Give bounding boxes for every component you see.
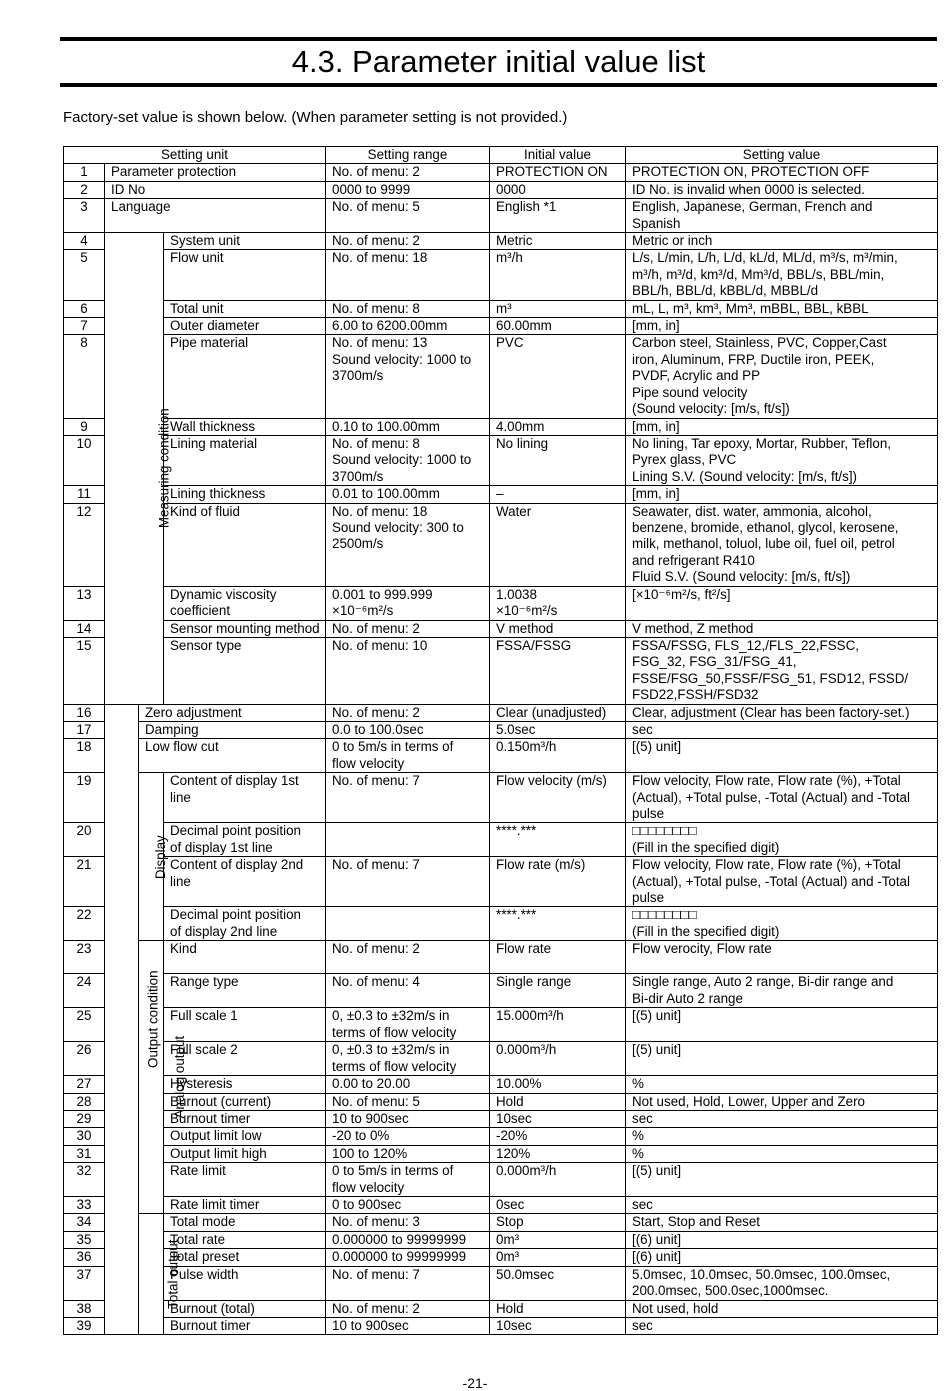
setting-unit-cell: Output limit high xyxy=(164,1145,326,1162)
row-number: 15 xyxy=(64,637,105,704)
setting-range-cell xyxy=(326,823,490,857)
setting-unit-cell: Output limit low xyxy=(164,1128,326,1145)
initial-value-cell: Clear (unadjusted) xyxy=(490,704,626,721)
initial-value-cell: English *1 xyxy=(490,199,626,233)
setting-value-cell: FSSA/FSSG, FLS_12,/FLS_22,FSSC, FSG_32, FSG_31/FSG_41, FSSE/FSG_50,FSSF/FSG_51, FSD12, FSSD/ FSD22,FSSH/FSD32 xyxy=(626,637,938,704)
table-row xyxy=(64,503,938,586)
row-number: 34 xyxy=(64,1214,105,1231)
col-header-setting-unit: Setting unit xyxy=(64,147,326,164)
initial-value-cell: Stop xyxy=(490,1214,626,1231)
initial-value-cell: PVC xyxy=(490,335,626,418)
setting-value-cell: [(5) unit] xyxy=(626,739,938,773)
row-number: 37 xyxy=(64,1266,105,1300)
table-row xyxy=(64,941,938,974)
setting-value-cell: Not used, Hold, Lower, Upper and Zero xyxy=(626,1093,938,1110)
setting-unit-cell: Range type xyxy=(164,974,326,1008)
row-number: 8 xyxy=(64,335,105,418)
table-row xyxy=(64,418,938,435)
table-row xyxy=(64,823,938,857)
setting-range-cell: 0, ±0.3 to ±32m/s in terms of flow velocity xyxy=(326,1008,490,1042)
table-row xyxy=(64,1093,938,1110)
setting-unit-cell: Kind xyxy=(164,941,326,974)
setting-unit-cell: Sensor mounting method xyxy=(164,620,326,637)
table-row xyxy=(64,1042,938,1076)
row-number: 25 xyxy=(64,1008,105,1042)
row-number: 11 xyxy=(64,486,105,503)
setting-range-cell: 0.10 to 100.00mm xyxy=(326,418,490,435)
row-number: 20 xyxy=(64,823,105,857)
initial-value-cell: 4.00mm xyxy=(490,418,626,435)
setting-value-cell: PROTECTION ON, PROTECTION OFF xyxy=(626,164,938,181)
setting-range-cell: -20 to 0% xyxy=(326,1128,490,1145)
table-row xyxy=(64,1317,938,1334)
setting-range-cell: No. of menu: 7 xyxy=(326,857,490,907)
setting-unit-cell: Low flow cut xyxy=(139,739,326,773)
title-rule-bottom xyxy=(60,83,937,87)
row-number: 33 xyxy=(64,1196,105,1213)
setting-unit-cell: Rate limit timer xyxy=(164,1196,326,1213)
setting-unit-cell: Content of display 1st line xyxy=(164,773,326,823)
setting-value-cell: Carbon steel, Stainless, PVC, Copper,Cast iron, Aluminum, FRP, Ductile iron, PEEK, PVDF, Acrylic and PP Pipe sound velocity (Sound velocity: [m/s, ft/s]) xyxy=(626,335,938,418)
setting-unit-cell: Content of display 2nd line xyxy=(164,857,326,907)
initial-value-cell: 5.0sec xyxy=(490,722,626,739)
row-number: 16 xyxy=(64,704,105,721)
initial-value-cell: 10sec xyxy=(490,1110,626,1127)
setting-value-cell: % xyxy=(626,1128,938,1145)
row-number: 36 xyxy=(64,1249,105,1266)
initial-value-cell: m³/h xyxy=(490,250,626,300)
setting-unit-cell: Lining thickness xyxy=(164,486,326,503)
setting-range-cell xyxy=(326,907,490,941)
initial-value-cell: FSSA/FSSG xyxy=(490,637,626,704)
group-label-total-output-text: Total output xyxy=(165,1239,181,1309)
setting-unit-cell: Dynamic viscosity coefficient xyxy=(164,586,326,620)
table-row xyxy=(64,199,938,233)
setting-value-cell: mL, L, m³, km³, Mm³, mBBL, BBL, kBBL xyxy=(626,300,938,317)
row-number: 29 xyxy=(64,1110,105,1127)
table-row xyxy=(64,620,938,637)
table-row xyxy=(64,1231,938,1248)
parameter-table xyxy=(63,146,938,1335)
table-row xyxy=(64,1214,938,1231)
table-row xyxy=(64,164,938,181)
setting-unit-cell: Pipe material xyxy=(164,335,326,418)
setting-range-cell: No. of menu: 2 xyxy=(326,233,490,250)
row-number: 28 xyxy=(64,1093,105,1110)
row-number: 22 xyxy=(64,907,105,941)
initial-value-cell: 15.000m³/h xyxy=(490,1008,626,1042)
setting-unit-cell: Parameter protection xyxy=(105,164,326,181)
col-header-setting-range: Setting range xyxy=(326,147,490,164)
setting-value-cell: English, Japanese, German, French and Spanish xyxy=(626,199,938,233)
setting-unit-cell: Total preset xyxy=(164,1249,326,1266)
setting-value-cell: Flow velocity, Flow rate, Flow rate (%), +Total (Actual), +Total pulse, -Total (Actual) and -Total pulse xyxy=(626,773,938,823)
setting-range-cell: No. of menu: 7 xyxy=(326,1266,490,1300)
table-row xyxy=(64,233,938,250)
table-row xyxy=(64,1266,938,1300)
setting-unit-cell: Pulse width xyxy=(164,1266,326,1300)
row-number: 9 xyxy=(64,418,105,435)
setting-range-cell: 0.00 to 20.00 xyxy=(326,1076,490,1093)
initial-value-cell: 0.000m³/h xyxy=(490,1042,626,1076)
initial-value-cell: 0000 xyxy=(490,181,626,198)
group-label-measuring-condition-text: Measuring condition xyxy=(156,408,172,529)
setting-range-cell: No. of menu: 18 Sound velocity: 300 to 2500m/s xyxy=(326,503,490,586)
setting-unit-cell: Total mode xyxy=(164,1214,326,1231)
initial-value-cell: Water xyxy=(490,503,626,586)
setting-range-cell: 10 to 900sec xyxy=(326,1317,490,1334)
row-number: 1 xyxy=(64,164,105,181)
table-row xyxy=(64,1300,938,1317)
setting-range-cell: 0 to 5m/s in terms of flow velocity xyxy=(326,1163,490,1197)
table-row xyxy=(64,1163,938,1197)
setting-unit-cell: Language xyxy=(105,199,326,233)
table-row xyxy=(64,300,938,317)
initial-value-cell: Flow rate xyxy=(490,941,626,974)
setting-range-cell: 0.000000 to 99999999 xyxy=(326,1231,490,1248)
setting-value-cell: Seawater, dist. water, ammonia, alcohol, benzene, bromide, ethanol, glycol, kerosene, milk, methanol, toluol, lube oil, fuel oil, petrol and refrigerant R410 Fluid S.V. (Sound velocity: [m/s, ft/s]) xyxy=(626,503,938,586)
table-row xyxy=(64,773,938,823)
initial-value-cell: V method xyxy=(490,620,626,637)
setting-value-cell: Clear, adjustment (Clear has been factory-set.) xyxy=(626,704,938,721)
setting-value-cell: ID No. is invalid when 0000 is selected. xyxy=(626,181,938,198)
initial-value-cell: Hold xyxy=(490,1300,626,1317)
setting-unit-cell: Wall thickness xyxy=(164,418,326,435)
setting-range-cell: 10 to 900sec xyxy=(326,1110,490,1127)
setting-range-cell: No. of menu: 3 xyxy=(326,1214,490,1231)
setting-unit-cell: Decimal point position of display 1st line xyxy=(164,823,326,857)
page-number: -21- xyxy=(462,1375,488,1391)
initial-value-cell: ****.*** xyxy=(490,823,626,857)
setting-range-cell: No. of menu: 7 xyxy=(326,773,490,823)
table-row xyxy=(64,335,938,418)
table-row xyxy=(64,586,938,620)
setting-value-cell: sec xyxy=(626,1317,938,1334)
setting-value-cell: [(6) unit] xyxy=(626,1249,938,1266)
setting-range-cell: No. of menu: 10 xyxy=(326,637,490,704)
setting-range-cell: 0.01 to 100.00mm xyxy=(326,486,490,503)
initial-value-cell: 0m³ xyxy=(490,1231,626,1248)
setting-range-cell: No. of menu: 13 Sound velocity: 1000 to 3700m/s xyxy=(326,335,490,418)
table-row xyxy=(64,1008,938,1042)
row-number: 4 xyxy=(64,233,105,250)
setting-unit-cell: Flow unit xyxy=(164,250,326,300)
initial-value-cell: 10.00% xyxy=(490,1076,626,1093)
page-title: 4.3. Parameter initial value list xyxy=(291,44,706,79)
initial-value-cell: Metric xyxy=(490,233,626,250)
setting-unit-cell: Total unit xyxy=(164,300,326,317)
setting-range-cell: No. of menu: 2 xyxy=(326,164,490,181)
group-label-output-condition-text: Output condition xyxy=(145,970,161,1069)
row-number: 19 xyxy=(64,773,105,823)
setting-range-cell: No. of menu: 2 xyxy=(326,1300,490,1317)
initial-value-cell: 50.0msec xyxy=(490,1266,626,1300)
setting-value-cell: □□□□□□□□ (Fill in the specified digit) xyxy=(626,907,938,941)
setting-range-cell: No. of menu: 2 xyxy=(326,704,490,721)
initial-value-cell: 0sec xyxy=(490,1196,626,1213)
setting-range-cell: 0.0 to 100.0sec xyxy=(326,722,490,739)
table-row xyxy=(64,739,938,773)
setting-unit-cell: ID No xyxy=(105,181,326,198)
row-number: 35 xyxy=(64,1231,105,1248)
row-number: 39 xyxy=(64,1317,105,1334)
setting-value-cell: Metric or inch xyxy=(626,233,938,250)
row-number: 3 xyxy=(64,199,105,233)
group-label-measuring-condition xyxy=(105,233,172,705)
group-label-display xyxy=(139,773,168,941)
intro-text: Factory-set value is shown below. (When parameter setting is not provided.) xyxy=(63,109,568,126)
initial-value-cell: 120% xyxy=(490,1145,626,1162)
setting-value-cell: [(5) unit] xyxy=(626,1042,938,1076)
initial-value-cell: ****.*** xyxy=(490,907,626,941)
setting-unit-cell: Decimal point position of display 2nd line xyxy=(164,907,326,941)
initial-value-cell: 0.150m³/h xyxy=(490,739,626,773)
row-number: 21 xyxy=(64,857,105,907)
setting-unit-cell: Burnout timer xyxy=(164,1110,326,1127)
initial-value-cell: 1.0038 ×10⁻⁶m²/s xyxy=(490,586,626,620)
initial-value-cell: No lining xyxy=(490,435,626,485)
table-row xyxy=(64,1110,938,1127)
setting-value-cell: % xyxy=(626,1076,938,1093)
table-row xyxy=(64,637,938,704)
setting-value-cell: [(5) unit] xyxy=(626,1163,938,1197)
setting-value-cell: [×10⁻⁶m²/s, ft²/s] xyxy=(626,586,938,620)
initial-value-cell: m³ xyxy=(490,300,626,317)
initial-value-cell: Hold xyxy=(490,1093,626,1110)
table-row xyxy=(64,250,938,300)
setting-unit-cell: Full scale 2 xyxy=(164,1042,326,1076)
initial-value-cell: PROTECTION ON xyxy=(490,164,626,181)
initial-value-cell: Flow velocity (m/s) xyxy=(490,773,626,823)
setting-unit-cell: Damping xyxy=(139,722,326,739)
col-header-setting-value: Setting value xyxy=(626,147,938,164)
setting-value-cell: Single range, Auto 2 range, Bi-dir range and Bi-dir Auto 2 range xyxy=(626,974,938,1008)
table-row xyxy=(64,722,938,739)
setting-value-cell: No lining, Tar epoxy, Mortar, Rubber, Teflon, Pyrex glass, PVC Lining S.V. (Sound velocity: [m/s, ft/s]) xyxy=(626,435,938,485)
setting-value-cell: sec xyxy=(626,722,938,739)
setting-unit-cell: System unit xyxy=(164,233,326,250)
table-row xyxy=(64,1249,938,1266)
setting-range-cell: No. of menu: 2 xyxy=(326,620,490,637)
initial-value-cell: 60.00mm xyxy=(490,318,626,335)
row-number: 38 xyxy=(64,1300,105,1317)
setting-unit-cell: Burnout timer xyxy=(164,1317,326,1334)
group-label-analog-output-text: Analog output xyxy=(172,1035,188,1119)
row-number: 2 xyxy=(64,181,105,198)
table-row xyxy=(64,1128,938,1145)
table-row xyxy=(64,974,938,1008)
setting-unit-cell: Hysteresis xyxy=(164,1076,326,1093)
setting-range-cell: 100 to 120% xyxy=(326,1145,490,1162)
setting-value-cell: V method, Z method xyxy=(626,620,938,637)
group-label-total-output xyxy=(139,1214,181,1335)
title-rule-top xyxy=(60,37,937,41)
setting-range-cell: 0 to 900sec xyxy=(326,1196,490,1213)
table-row xyxy=(64,907,938,941)
setting-value-cell: 5.0msec, 10.0msec, 50.0msec, 100.0msec, 200.0msec, 500.0sec,1000msec. xyxy=(626,1266,938,1300)
row-number: 17 xyxy=(64,722,105,739)
initial-value-cell: Flow rate (m/s) xyxy=(490,857,626,907)
setting-value-cell: [mm, in] xyxy=(626,318,938,335)
row-number: 5 xyxy=(64,250,105,300)
row-number: 31 xyxy=(64,1145,105,1162)
row-number: 10 xyxy=(64,435,105,485)
row-number: 26 xyxy=(64,1042,105,1076)
initial-value-cell: -20% xyxy=(490,1128,626,1145)
setting-range-cell: No. of menu: 5 xyxy=(326,1093,490,1110)
table-row xyxy=(64,486,938,503)
row-number: 27 xyxy=(64,1076,105,1093)
table-header-row xyxy=(64,147,938,164)
row-number: 14 xyxy=(64,620,105,637)
col-header-initial-value: Initial value xyxy=(490,147,626,164)
setting-value-cell: Start, Stop and Reset xyxy=(626,1214,938,1231)
initial-value-cell: Single range xyxy=(490,974,626,1008)
setting-unit-cell: Total rate xyxy=(164,1231,326,1248)
setting-range-cell: 0.000000 to 99999999 xyxy=(326,1249,490,1266)
table-row xyxy=(64,857,938,907)
setting-value-cell: sec xyxy=(626,1196,938,1213)
setting-value-cell: sec xyxy=(626,1110,938,1127)
setting-unit-cell: Rate limit xyxy=(164,1163,326,1197)
row-number: 23 xyxy=(64,941,105,974)
setting-unit-cell: Zero adjustment xyxy=(139,704,326,721)
row-number: 24 xyxy=(64,974,105,1008)
table-row xyxy=(64,704,938,721)
setting-value-cell: Not used, hold xyxy=(626,1300,938,1317)
setting-unit-cell: Kind of fluid xyxy=(164,503,326,586)
setting-value-cell: % xyxy=(626,1145,938,1162)
row-number: 32 xyxy=(64,1163,105,1197)
setting-range-cell: 0000 to 9999 xyxy=(326,181,490,198)
setting-range-cell: No. of menu: 18 xyxy=(326,250,490,300)
setting-value-cell: Flow velocity, Flow rate, Flow rate (%), +Total (Actual), +Total pulse, -Total (Actual) and -Total pulse xyxy=(626,857,938,907)
row-number: 12 xyxy=(64,503,105,586)
setting-range-cell: No. of menu: 4 xyxy=(326,974,490,1008)
setting-value-cell: [mm, in] xyxy=(626,418,938,435)
setting-unit-cell: Sensor type xyxy=(164,637,326,704)
setting-value-cell: □□□□□□□□ (Fill in the specified digit) xyxy=(626,823,938,857)
initial-value-cell: 10sec xyxy=(490,1317,626,1334)
setting-value-cell: Flow verocity, Flow rate xyxy=(626,941,938,974)
setting-value-cell: [(6) unit] xyxy=(626,1231,938,1248)
setting-value-cell: [mm, in] xyxy=(626,486,938,503)
setting-unit-cell: Lining material xyxy=(164,435,326,485)
setting-range-cell: No. of menu: 8 xyxy=(326,300,490,317)
row-number: 6 xyxy=(64,300,105,317)
setting-range-cell: No. of menu: 5 xyxy=(326,199,490,233)
setting-range-cell: No. of menu: 8 Sound velocity: 1000 to 3700m/s xyxy=(326,435,490,485)
setting-range-cell: 6.00 to 6200.00mm xyxy=(326,318,490,335)
table-row xyxy=(64,1076,938,1093)
group-label-display-text: Display xyxy=(152,834,168,879)
setting-unit-cell: Burnout (current) xyxy=(164,1093,326,1110)
row-number: 18 xyxy=(64,739,105,773)
setting-unit-cell: Burnout (total) xyxy=(164,1300,326,1317)
setting-range-cell: 0 to 5m/s in terms of flow velocity xyxy=(326,739,490,773)
table-row xyxy=(64,1196,938,1213)
table-row xyxy=(64,181,938,198)
setting-unit-cell: Outer diameter xyxy=(164,318,326,335)
setting-value-cell: L/s, L/min, L/h, L/d, kL/d, ML/d, m³/s, m³/min, m³/h, m³/d, km³/d, Mm³/d, BBL/s, BBL/min, BBL/h, BBL/d, kBBL/d, MBBL/d xyxy=(626,250,938,300)
row-number: 7 xyxy=(64,318,105,335)
initial-value-cell: – xyxy=(490,486,626,503)
table-row xyxy=(64,1145,938,1162)
setting-range-cell: No. of menu: 2 xyxy=(326,941,490,974)
setting-unit-cell: Full scale 1 xyxy=(164,1008,326,1042)
setting-range-cell: 0, ±0.3 to ±32m/s in terms of flow velocity xyxy=(326,1042,490,1076)
table-row xyxy=(64,318,938,335)
row-number: 30 xyxy=(64,1128,105,1145)
setting-range-cell: 0.001 to 999.999 ×10⁻⁶m²/s xyxy=(326,586,490,620)
table-row xyxy=(64,435,938,485)
initial-value-cell: 0.000m³/h xyxy=(490,1163,626,1197)
setting-value-cell: [(5) unit] xyxy=(626,1008,938,1042)
row-number: 13 xyxy=(64,586,105,620)
initial-value-cell: 0m³ xyxy=(490,1249,626,1266)
